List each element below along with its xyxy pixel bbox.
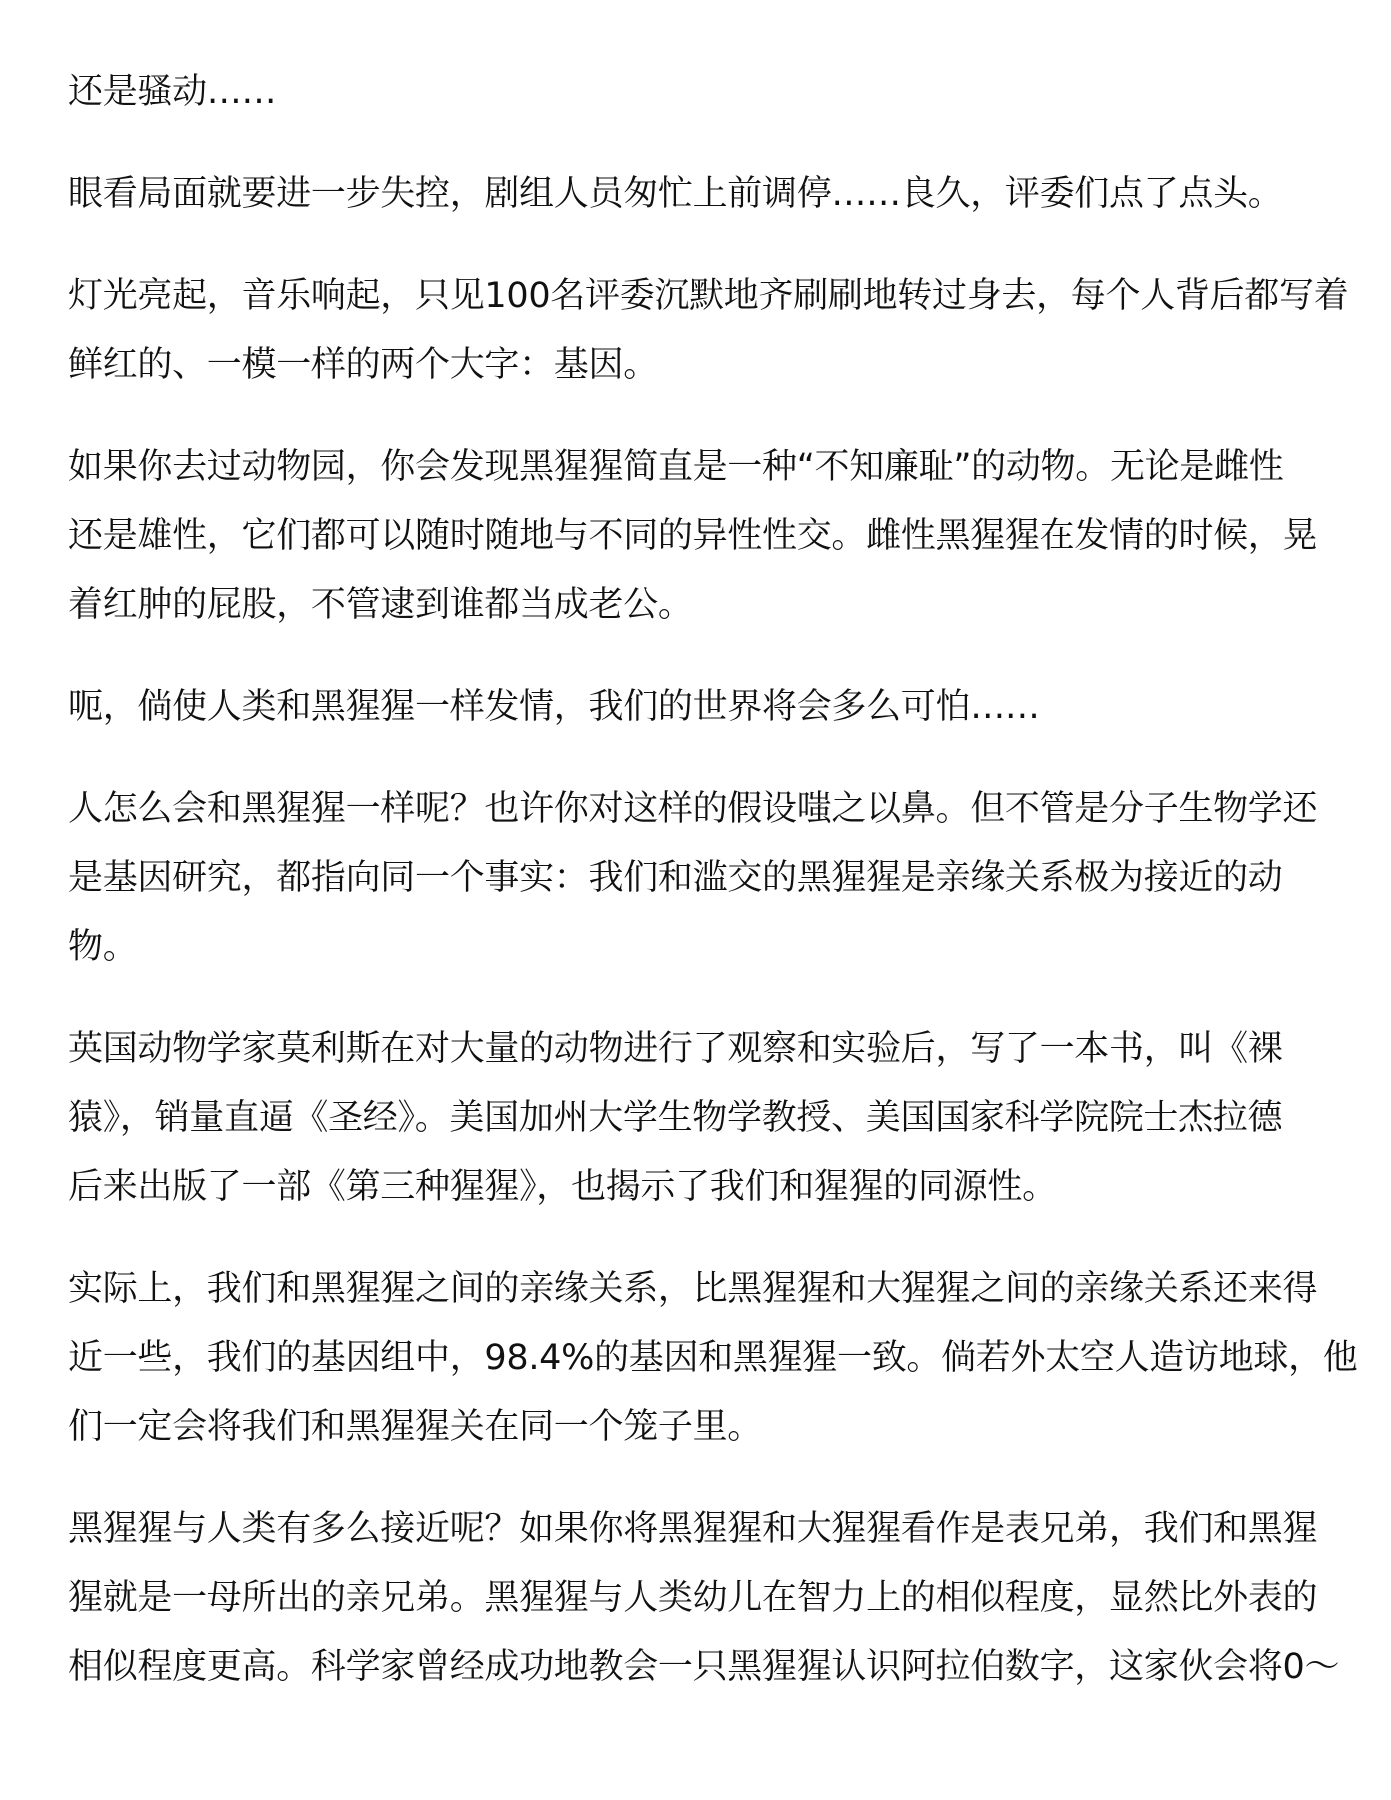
- paragraph-2: [68, 160, 1338, 229]
- text-line: 猿》，销量直逼《圣经》。美国加州大学生物学教授、美国国家科学院院士杰拉德: [68, 1098, 1283, 1138]
- text-line: 眼看局面就要进一步失控，剧组人员匆忙上前调停……良久，评委们点了点头。: [68, 174, 1283, 214]
- text-line: 还是骚动……: [68, 72, 277, 112]
- text-line: 还是雄性，它们都可以随时随地与不同的异性性交。雌性黑猩猩在发情的时候，晃: [68, 516, 1318, 556]
- text-line: 呃，倘使人类和黑猩猩一样发情，我们的世界将会多么可怕……: [68, 687, 1040, 727]
- text-line: 着红肿的屁股，不管逮到谁都当成老公。: [68, 585, 693, 625]
- text-line: 是基因研究，都指向同一个事实：我们和滥交的黑猩猩是亲缘关系极为接近的动: [68, 858, 1283, 898]
- text-line: 人怎么会和黑猩猩一样呢？也许你对这样的假设嗤之以鼻。但不管是分子生物学还: [68, 789, 1318, 829]
- paragraph-6: [68, 775, 1338, 982]
- paragraph-4: [68, 433, 1338, 640]
- paragraph-7: [68, 1015, 1338, 1222]
- text-line: 鲜红的、一模一样的两个大字：基因。: [68, 345, 658, 385]
- text-line: 近一些，我们的基因组中，98.4%的基因和黑猩猩一致。倘若外太空人造访地球，他: [68, 1338, 1358, 1378]
- text-line: 相似程度更高。科学家曾经成功地教会一只黑猩猩认识阿拉伯数字，这家伙会将0～: [68, 1647, 1340, 1687]
- text-line: 灯光亮起，音乐响起，只见100名评委沉默地齐刷刷地转过身去，每个人背后都写着: [68, 276, 1349, 316]
- text-line: 黑猩猩与人类有多么接近呢？如果你将黑猩猩和大猩猩看作是表兄弟，我们和黑猩: [68, 1509, 1318, 1549]
- paragraph-1: [68, 58, 1338, 127]
- document-page: [68, 58, 1358, 1735]
- paragraph-3: [68, 262, 1349, 400]
- text-line: 猩就是一母所出的亲兄弟。黑猩猩与人类幼儿在智力上的相似程度，显然比外表的: [68, 1578, 1318, 1618]
- paragraph-5: [68, 673, 1338, 742]
- text-line: 英国动物学家莫利斯在对大量的动物进行了观察和实验后，写了一本书，叫《裸: [68, 1029, 1283, 1069]
- text-line: 们一定会将我们和黑猩猩关在同一个笼子里。: [68, 1407, 763, 1447]
- paragraph-8: [68, 1255, 1358, 1462]
- paragraph-9: [68, 1495, 1338, 1702]
- text-line: 如果你去过动物园，你会发现黑猩猩简直是一种“不知廉耻”的动物。无论是雌性: [68, 447, 1284, 487]
- text-line: 物。: [68, 927, 138, 967]
- text-line: 实际上，我们和黑猩猩之间的亲缘关系，比黑猩猩和大猩猩之间的亲缘关系还来得: [68, 1269, 1318, 1309]
- text-line: 后来出版了一部《第三种猩猩》，也揭示了我们和猩猩的同源性。: [68, 1167, 1057, 1207]
